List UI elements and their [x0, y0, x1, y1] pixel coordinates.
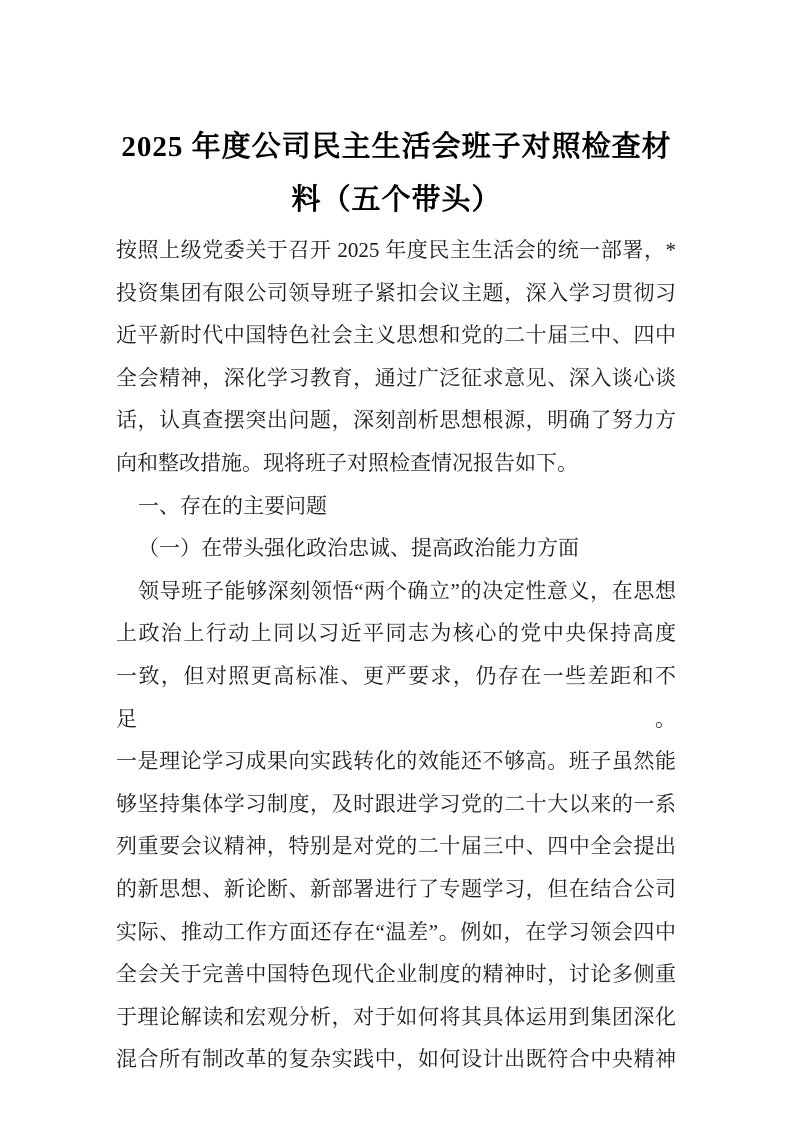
body-line: 的新思想、新论断、新部署进行了专题学习，但在结合公司 [116, 876, 676, 901]
body-line: 按照上级党委关于召开 2025 年度民主生活会的统一部署，* [116, 238, 676, 262]
body-line: 全会关于完善中国特色现代企业制度的精神时，讨论多侧重 [116, 962, 676, 987]
body-line: 一致，但对照更高标准、更严要求，仍存在一些差距和不足。 [116, 663, 676, 731]
section-heading-1: 一、存在的主要问题 [138, 493, 327, 518]
body-line: 话，认真查摆突出问题，深刻剖析思想根源，明确了努力方 [116, 408, 676, 433]
body-line: 领导班子能够深刻领悟“两个确立”的决定性意义，在思想 [138, 578, 676, 603]
body-line: 于理论解读和宏观分析，对于如何将其具体运用到集团深化 [116, 1004, 676, 1029]
body-line: 全会精神，深化学习教育，通过广泛征求意见、深入谈心谈 [116, 365, 676, 390]
document-body [116, 229, 676, 1081]
body-line: 投资集团有限公司领导班子紧扣会议主题，深入学习贯彻习 [116, 280, 676, 305]
document-title-line-2: 料（五个带头） [291, 184, 502, 216]
body-line: 列重要会议精神，特别是对党的二十届三中、四中全会提出 [116, 834, 676, 859]
document-title [0, 121, 793, 227]
body-line: 上政治上行动上同以习近平同志为核心的党中央保持高度 [116, 621, 676, 646]
body-line: 混合所有制改革的复杂实践中，如何设计出既符合中央精神 [116, 1047, 676, 1072]
body-line: 向和整改措施。现将班子对照检查情况报告如下。 [116, 450, 578, 475]
body-line: 够坚持集体学习制度，及时跟进学习党的二十大以来的一系 [116, 791, 676, 816]
body-line: 一是理论学习成果向实践转化的效能还不够高。班子虽然能 [116, 749, 676, 774]
section-heading-1-1: （一）在带头强化政治忠诚、提高政治能力方面 [138, 536, 579, 561]
body-line: 实际、推动工作方面还存在“温差”。例如，在学习领会四中 [116, 919, 676, 944]
body-line: 近平新时代中国特色社会主义思想和党的二十届三中、四中 [116, 323, 676, 348]
document-title-line-1: 2025 年度公司民主生活会班子对照检查材 [121, 131, 672, 163]
